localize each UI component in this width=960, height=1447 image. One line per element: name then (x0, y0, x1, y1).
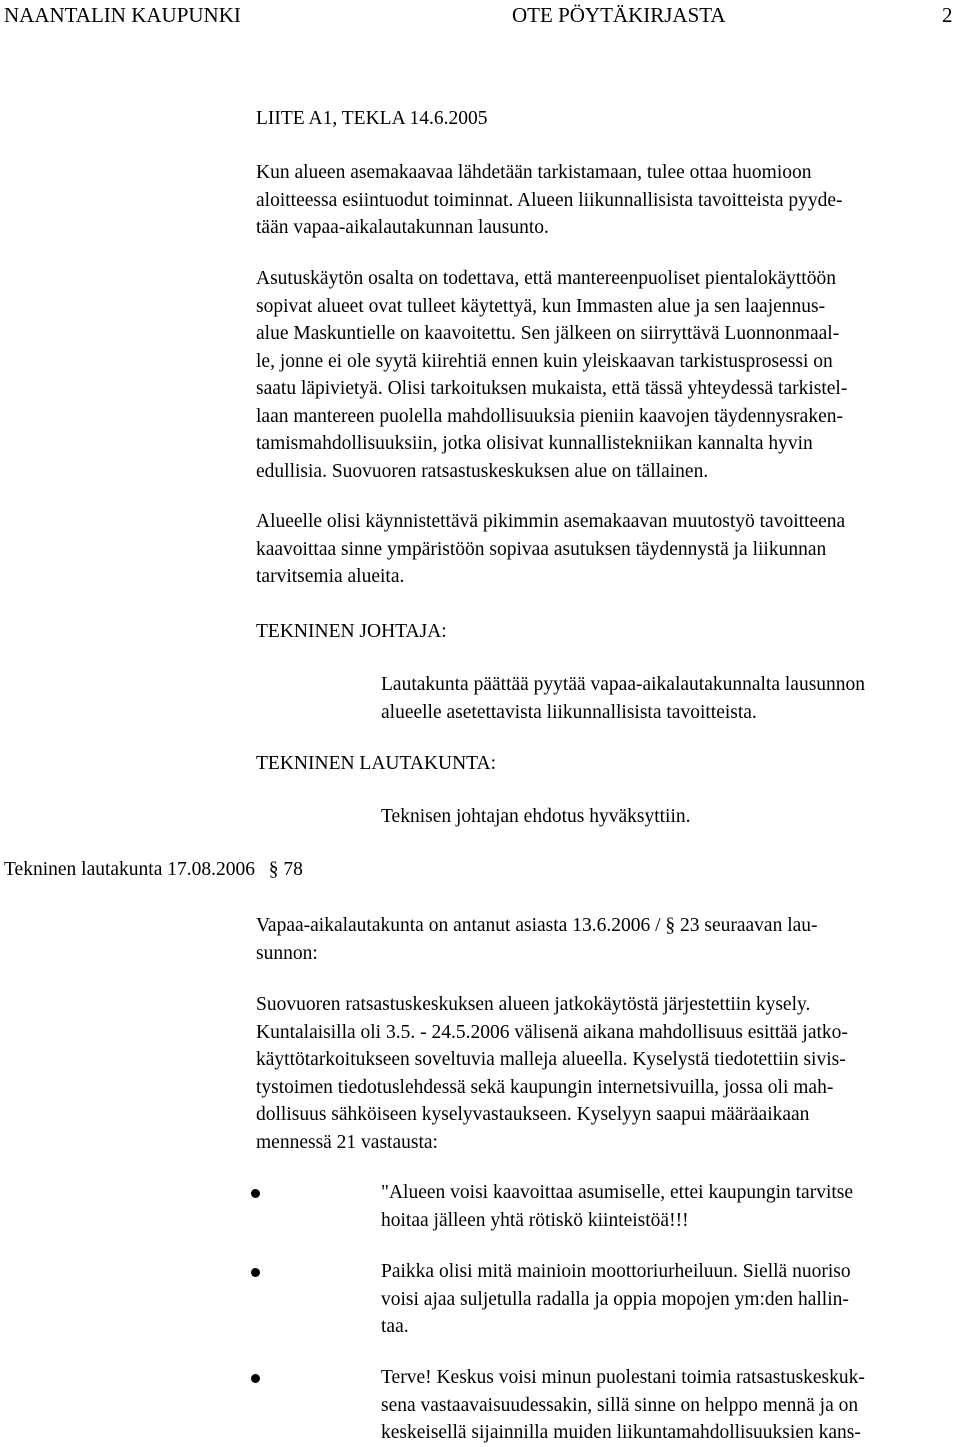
text-fragment: Vapaa-aikalautakunta on antanut asiasta 13.6.2006 / (256, 915, 661, 936)
text-line: saatu läpivietyä. Olisi tarkoituksen mukaista, että tässä yhteydessä tarkistel- (256, 378, 848, 399)
text-line: Paikka olisi mitä mainioin moottoriurheiluun. Siellä nuoriso (381, 1261, 851, 1282)
text-line: sopivat alueet ovat tulleet käytettyä, kun Immasten alue ja sen laajennus- (256, 295, 826, 317)
section-number: 78 (283, 859, 303, 880)
text-line: alue Maskuntielle on kaavoitettu. Sen jälkeen on siirryttävä Luonnonmaal- (256, 323, 840, 344)
text-line: Suovuoren ratsastuskeskuksen alueen jatkokäytöstä järjestettiin kysely. (256, 994, 811, 1015)
paragraph-zoning-change (256, 508, 845, 591)
document-type: OTE PÖYTÄKIRJASTA (512, 3, 726, 27)
paragraph-survey (256, 991, 848, 1156)
text-line: tarvitsemia alueita. (256, 566, 405, 587)
text-line: hoitaa jälleen yhtä rötiskö kiinteistöä!!! (381, 1209, 689, 1231)
paragraph-statement-intro (256, 912, 818, 967)
board-decision: Teknisen johtajan ehdotus hyväksyttiin. (381, 806, 691, 827)
text-line: "Alueen voisi kaavoittaa asumiselle, ettei kaupungin tarvitse (381, 1182, 854, 1203)
response-item (381, 1258, 851, 1341)
text-line: Asutuskäytön osalta on todettava, että mantereenpuoliset pientalokäyttöön (256, 268, 836, 289)
text-line: Kuntalaisilla oli 3.5. - 24.5.2006 välisenä aikana mahdollisuus esittää jatko- (256, 1021, 848, 1043)
text-line: laan mantereen puolella mahdollisuuksia pieniin kaavojen täydennysraken- (256, 405, 843, 427)
director-heading: TEKNINEN JOHTAJA: (256, 621, 447, 642)
text-line (256, 912, 818, 940)
bullet-icon (251, 1189, 260, 1198)
board-heading: TEKNINEN LAUTAKUNTA: (256, 753, 497, 774)
text-line: alueelle asetettavista liikunnallisista tavoitteista. (381, 701, 757, 723)
meeting-date: Tekninen lautakunta 17.08.2006 (4, 859, 255, 880)
section-sign: § (268, 859, 279, 880)
text-line: Terve! Keskus voisi minun puolestani toimia ratsastuskeskuk- (381, 1367, 865, 1388)
text-line: dollisuus sähköiseen kyselyvastaukseen. Kyselyyn saapui määräaikaan (256, 1104, 810, 1125)
page-number: 2 (942, 3, 953, 27)
section-sign: § (665, 915, 676, 936)
text-line: sunnon: (256, 942, 318, 964)
text-line: käyttötarkoitukseen soveltuvia malleja alueella. Kyselystä tiedotettiin sivis- (256, 1049, 846, 1070)
organization-name: NAANTALIN KAUPUNKI (4, 3, 241, 27)
text-fragment: 23 seuraavan lau- (680, 915, 818, 936)
text-line: mennessä 21 vastausta: (256, 1131, 438, 1153)
director-proposal (381, 671, 865, 726)
attachment-reference: LIITE A1, TEKLA 14.6.2005 (256, 108, 488, 129)
text-line: Alueelle olisi käynnistettävä pikimmin asemakaavan muutostyö tavoitteena (256, 511, 846, 532)
meeting-reference (4, 856, 303, 884)
text-line: keskeisellä sijainnilla muiden liikuntamahdollisuuksien kans- (381, 1422, 861, 1443)
text-line: tamismahdollisuuksiin, jotka olisivat kunnallistekniikan kannalta hyvin (256, 433, 813, 454)
text-line: kaavoittaa sinne ympäristöön sopivaa asutuksen täydennystä ja liikunnan (256, 538, 827, 560)
text-line: Lautakunta päättää pyytää vapaa-aikalautakunnalta lausunnon (381, 674, 866, 695)
paragraph-housing (256, 265, 847, 485)
text-line: edullisia. Suovuoren ratsastuskeskuksen alue on tällainen. (256, 460, 709, 482)
paragraph-initiative (256, 159, 843, 242)
bullet-icon (251, 1374, 260, 1383)
response-item (381, 1364, 865, 1447)
text-line: aloitteessa esiintuodut toiminnat. Alueen liikunnallisista tavoitteista pyyde- (256, 189, 843, 211)
text-line: tään vapaa-aikalautakunnan lausunto. (256, 217, 549, 238)
text-line: sena vastaavaisuudessakin, sillä sinne on helppo mennä ja on (381, 1394, 859, 1416)
text-line: tystoimen tiedotuslehdessä sekä kaupungin internetsivuilla, jossa oli mah- (256, 1076, 834, 1098)
text-line: le, jonne ei ole syytä kiirehtiä ennen kuin yleiskaavan tarkistusprosessi on (256, 350, 833, 372)
text-line: taa. (381, 1316, 409, 1337)
bullet-icon (251, 1268, 260, 1277)
response-item (381, 1179, 853, 1234)
text-line: Kun alueen asemakaavaa lähdetään tarkistamaan, tulee ottaa huomioon (256, 162, 812, 183)
text-line: voisi ajaa suljetulla radalla ja oppia mopojen ym:den hallin- (381, 1288, 849, 1310)
